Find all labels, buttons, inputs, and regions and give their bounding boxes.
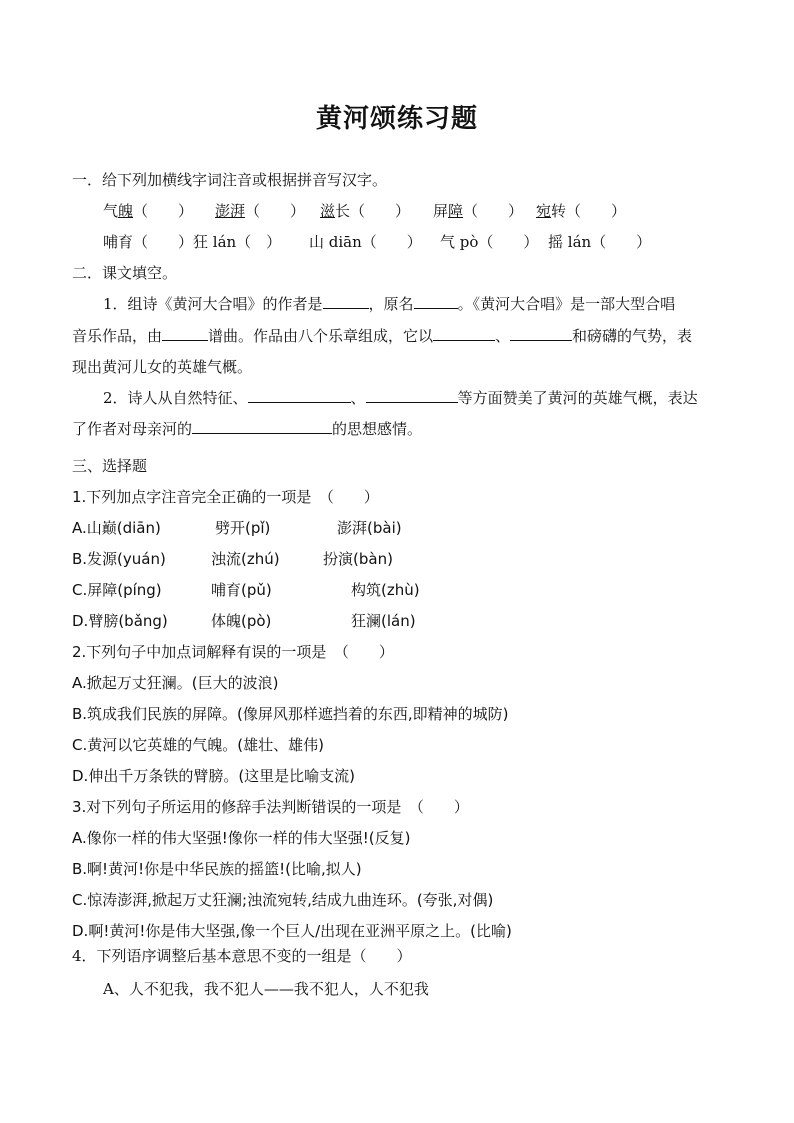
section1-heading: 一．给下列加横线字词注音或根据拼音写汉字。 xyxy=(72,171,388,189)
option: D.啊!黄河!你是伟大坚强,像一个巨人/出现在亚洲平原之上。(比喻) xyxy=(72,922,512,940)
mc-question-4: 4．下列语序调整后基本意思不变的一组是（ ） xyxy=(72,947,412,965)
option: B.发源(yuán) xyxy=(72,550,166,568)
option: 体魄(pò) xyxy=(211,612,272,630)
option: 狂澜(lán) xyxy=(351,612,416,630)
pinyin-item: 哺育（ ）狂 lán（ ） xyxy=(103,233,282,251)
option: B.筑成我们民族的屏障。(像屏风那样遮挡着的东西,即精神的城防) xyxy=(72,705,509,723)
section3-heading: 三、选择题 xyxy=(72,457,148,475)
option: A、人不犯我，我不犯人——我不犯人，人不犯我 xyxy=(103,980,429,998)
fill-question-1-line1: 1．组诗《黄河大合唱》的作者是 ，原名 。《黄河大合唱》是一部大型合唱 xyxy=(103,295,676,313)
option: 浊流(zhú) xyxy=(211,550,280,568)
option: 构筑(zhù) xyxy=(351,581,420,599)
pinyin-item: 摇 lán（ ） xyxy=(548,233,652,251)
option: C.黄河以它英雄的气魄。(雄壮、雄伟) xyxy=(72,736,324,754)
blank xyxy=(366,388,458,403)
word-item: 澎湃（ ） xyxy=(215,202,306,220)
option: 劈开(pǐ) xyxy=(215,519,271,537)
pinyin-item: 山 diān（ ） xyxy=(309,233,422,251)
word-item: 气魄（ ） xyxy=(103,202,194,220)
word-item: 滋长（ ） xyxy=(320,202,411,220)
blank xyxy=(192,419,332,434)
option: D.伸出千万条铁的臂膀。(这里是比喻支流) xyxy=(72,767,356,785)
mc-question-1: 1.下列加点字注音完全正确的一项是 （ ） xyxy=(72,488,379,506)
blank xyxy=(510,326,572,341)
blank xyxy=(248,388,351,403)
mc-question-3: 3.对下列句子所运用的修辞手法判断错误的一项是 （ ） xyxy=(72,798,469,816)
word-item: 屏障（ ） xyxy=(433,202,524,220)
option: 扮演(bàn) xyxy=(323,550,393,568)
blank xyxy=(162,326,208,341)
option: C.惊涛澎湃,掀起万丈狂澜;浊流宛转,结成九曲连环。(夸张,对偶) xyxy=(72,891,494,909)
option: C.屏障(píng) xyxy=(72,581,162,599)
option: A.像你一样的伟大坚强!像你一样的伟大坚强!(反复) xyxy=(72,829,411,847)
option: 哺育(pǔ) xyxy=(211,581,272,599)
mc-question-2: 2.下列句子中加点词解释有误的一项是 （ ） xyxy=(72,643,394,661)
option: 澎湃(bài) xyxy=(337,519,402,537)
blank xyxy=(414,294,458,309)
section2-heading: 二．课文填空。 xyxy=(72,264,178,282)
page-title: 黄河颂练习题 xyxy=(315,104,478,134)
option: A.掀起万丈狂澜。(巨大的波浪) xyxy=(72,674,279,692)
fill-question-1-line2: 音乐作品，由 谱曲。作品由八个乐章组成，它以 、 和磅礴的气势，表 xyxy=(72,327,693,345)
fill-question-1-line3: 现出黄河儿女的英雄气概。 xyxy=(72,358,253,376)
option: B.啊!黄河!你是中华民族的摇篮!(比喻,拟人) xyxy=(72,860,362,878)
fill-question-2-line2: 了作者对母亲河的 的思想感情。 xyxy=(72,420,423,438)
blank xyxy=(323,294,369,309)
fill-question-2-line1: 2．诗人从自然特征、 、 等方面赞美了黄河的英雄气概，表达 xyxy=(103,389,698,407)
option: A.山巅(diān) xyxy=(72,519,161,537)
pinyin-item: 气 pò（ ） xyxy=(440,233,539,251)
word-item: 宛转（ ） xyxy=(536,202,627,220)
blank xyxy=(433,326,495,341)
option: D.臂膀(bǎng) xyxy=(72,612,168,630)
